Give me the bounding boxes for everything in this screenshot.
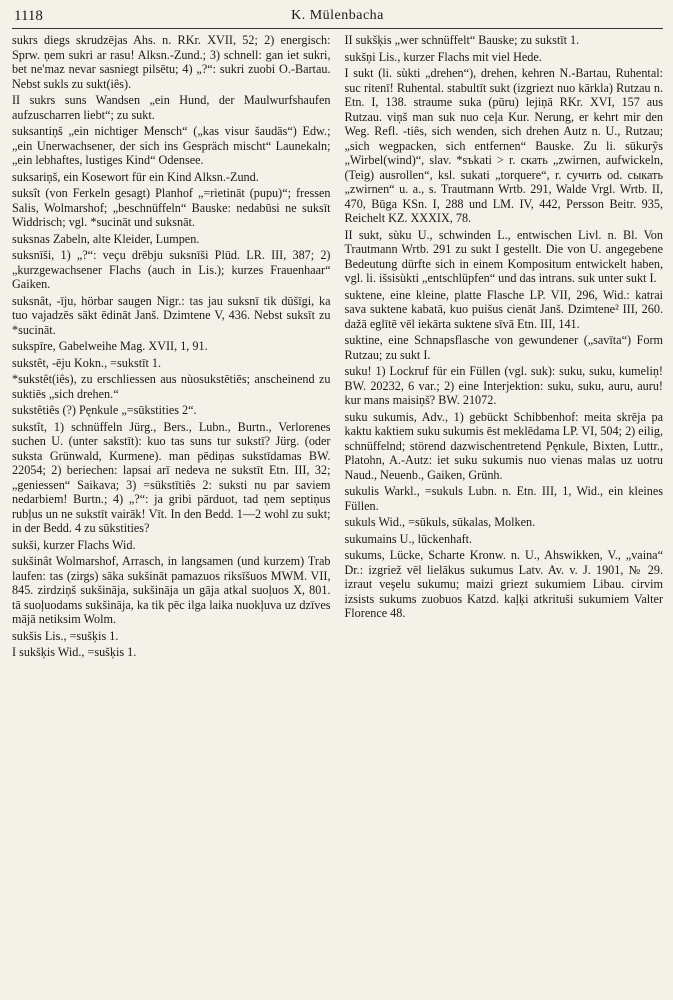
dictionary-entry: sukums, Lücke, Scharte Kronw. n. U., Ahswikken, V., „vaina“ Dr.: izgriež vēl lielākus sukumus Latv. Av. v. J. 1901, № 29. izraut veşelu sukumu; maizi griezt sukumiem Libau. cirvim izsists sukums zuobuos Katzd. kaļķi atkrituši sukumiem Valter Florence 48. — [344, 548, 663, 620]
dictionary-entry: sukstêtiês (?) Pęnkule „=sūkstities 2“. — [12, 403, 197, 417]
dictionary-entry: suksnīši, 1) „?“: veçu drēbju suksnīši Plūd. LR. III, 387; 2) „kurzgewachsener Flachs (auch in Lis.); kurzes Frauenhaar“ Gaiken. — [12, 248, 331, 291]
dictionary-entry: sukumains U., lückenhaft. — [344, 531, 473, 546]
dictionary-entry: suku sukumis, Adv., 1) gebückt Schibbenhof: meita skrēja pa kaktu kaktiem suku sukumis ēst meklēdama LP. VI, 504; 2) eilig, schnüffelnd; störend dazwischentretend Pęnkule, Bixten, Luttr., Platohn, A.-Autz: iet suku sukumis nuo vienas malas uz uotru Naud., Neuenb., Gaiken, Grünh. — [344, 409, 663, 482]
dictionary-entry: I sukšķis Wid., =sušķis 1. — [12, 645, 137, 659]
text-columns — [12, 33, 663, 662]
dictionary-entry: sukulis Warkl., =sukuls Lubn. n. Etn. III, 1, Wid., ein kleines Füllen. — [344, 484, 663, 513]
dictionary-entry: suksît (von Ferkeln gesagt) Planhof „=rietināt (pupu)“; fressen Salis, Wolmarshof; „beschnüffeln“ Bauske: nedabūsi ne suksīt Widdrisch; vgl. *sucināt und suksnāt. — [12, 186, 331, 229]
dictionary-entry: suksnas Zabeln, alte Kleider, Lumpen. — [12, 231, 200, 246]
right-column — [345, 33, 664, 662]
running-head: K. Mülenbacha — [291, 8, 384, 23]
dictionary-entry: sukspīre, Gabelweihe Mag. XVII, 1, 91. — [12, 339, 208, 353]
dictionary-entry: II sukt, sùku U., schwinden L., entwischen Livl. n. Bl. Von Trautmann Wrtb. 291 zu sukt I gestellt. Die von U. angegebene Bedeutung dürfte sich in einem Kompositum entwickelt haben, vgl. li. išsisùkti „entschlüpfen“ und das intrans. suk unter sukt I. — [344, 227, 663, 285]
dictionary-entry: suktene, eine kleine, platte Flasche LP. VII, 296, Wid.: katrai sava suktene kabatā, kuo puišus cienāt Janš. Dzimtene² III, 260. dažā eglītē vēl iekārta suktene sīvā Etn. III, 141. — [344, 287, 663, 331]
dictionary-entry: suku! 1) Lockruf für ein Füllen (vgl. suk): suku, suku, kumeliņ! BW. 20232, 6 var.; 2) eine Interjektion: suku, suku, auru, auru! kur mans maisiņš? BW. 21072. — [344, 364, 663, 407]
dictionary-entry: sukši, kurzer Flachs Wid. — [12, 537, 136, 552]
dictionary-entry: II sukrs suns Wandsen „ein Hund, der Maulwurfshaufen aufzuscharren liebt“; zu sukt. — [12, 93, 331, 122]
dictionary-entry: sukrs diegs skrudzējas Ahs. n. RKr. XVII, 52; 2) energisch: Sprw. ņem sukri ar rasu! Alksn.-Zund.; 3) schnell: gan iet sukri, bet ne'maz nevar sasniegt pilsētu; 4) „?“: sukri zuobi O.-Bartau. Nebst sukls zu sukt(iês). — [12, 33, 331, 91]
dictionary-entry: sukšņi Lis., kurzer Flachs mit viel Hede. — [344, 49, 542, 64]
dictionary-entry: sukstêt, -ēju Kokn., =sukstīt 1. — [12, 355, 162, 370]
dictionary-entry: suksnât, -īju, hörbar saugen Nigr.: tas jau suksnī tik dūšīgi, ka tuo vajadzēs sākt ēdināt Janš. Dzimtene V, 436. Nebst suksīt zu *sucināt. — [12, 293, 331, 337]
dictionary-entry: I sukt (li. sùkti „drehen“), drehen, kehren N.-Bartau, Ruhental: suc ritenī! Ruhental. stabultīt sukt (izgriezt nuo kārkla) Rutzau n. Etn. I, 138. straume suka (pūru) lejiņā RKr. XVI, 157 aus Rutzau. viņš man suk nuo ceļa Kur. Nerung, er kehrt mir den Weg. Refl. -tiês, sich wenden, sich drehen Autz n. U., Rutzau; „sich wegpacken, sich entfernen“ Bauske. Zu li. sūkurỹs „Wirbel(wind)“, slav. *sъkati > r. скать „zwirnen, aufwickeln, (Teig) ausrollen“, ksl. sukati „torquere“, r. сучить od. сыкать „zwirnen“ u. a., s. Trautmann Wrtb. 291, Walde Vrgl. Wrtb. II, 470, Būga KSn. I, 288 und LM. IV, 442, Persson Beitr. 935, Reichelt KZ. XXXIX, 78. — [344, 66, 663, 225]
dictionary-entry: sukstît, 1) schnüffeln Jürg., Bers., Lubn., Burtn., Verlorenes suchen U. (unter sakstīt): kuo tas suns tur sukstī? Jürg. (oder suksta Grünwald, Kurmene). man pēdiņas sukstīdamas BW. 22054; 2) beriechen: lapsai arī nedeva ne sukstīt Etn. III, 32; „geniessen“ Saikava; 3) =sūkstītiês 2: suksti nu par saviem nedarbiem! Burtn.; 4) „?“: ja gribi pārduot, tad ņem septiņus rubļus un ne sukstīt vairāk! Vīt. In den Bedd. 1—2 wohl zu sukt; in der Bedd. 4 zu sūkstities? — [12, 419, 331, 535]
dictionary-entry: suktine, eine Schnapsflasche von gewundener („savīta“) Form Rutzau; zu sukt I. — [344, 333, 663, 362]
page-number: 1118 — [14, 8, 43, 24]
dictionary-entry: sukuls Wid., =sūkuls, sūkalas, Molken. — [344, 515, 536, 529]
dictionary-entry: suksariņš, ein Kosewort für ein Kind Alksn.-Zund. — [12, 169, 259, 184]
page-header — [12, 6, 663, 29]
dictionary-entry: suksantiņš „ein nichtiger Mensch“ („kas visur šaudās“) Edw.; „ein Unerwachsener, der sich ins Gespräch mischt“ Launekaln; „ein lebhaftes, lustiges Kind“ Odensee. — [12, 124, 331, 167]
dictionary-entry: II sukšķis „wer schnüffelt“ Bauske; zu sukstīt 1. — [344, 33, 580, 47]
dictionary-entry: sukšis Lis., =sušķis 1. — [12, 628, 119, 643]
dictionary-entry: sukšinât Wolmarshof, Arrasch, in langsamen (und kurzem) Trab laufen: tas (zirgs) sāka sukšināt pamazuos riksīšuos MWM. VII, 845. zirdziņš sukšināja, sukšināja un gāja atkal suoļuos X, 801. tā suoļuodams sukšināja, ka tik pēc ilga laika nuokļuva uz dzīves mājā netiksim Wolm. — [12, 554, 331, 626]
dictionary-entry: *sukstêt(iês), zu erschliessen aus nùosukstētiēs; anscheinend zu suktiēs „sich drehen.“ — [12, 372, 331, 401]
left-column — [12, 33, 331, 662]
